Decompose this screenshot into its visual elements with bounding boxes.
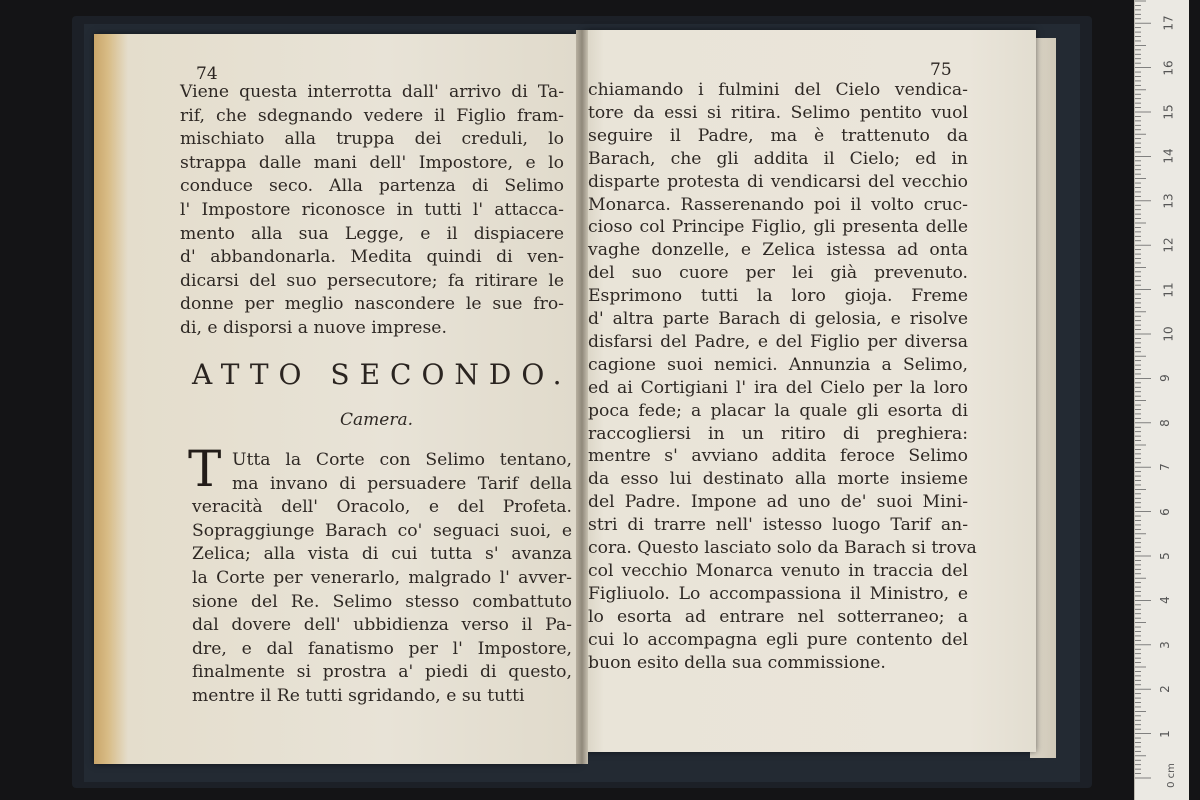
ruler-number: 5 (1157, 552, 1172, 560)
text-line: del Padre. Impone ad uno de' suoi Mini- (588, 492, 968, 513)
text-line: dre, e dal fanatismo per l' Impostore, (192, 638, 572, 659)
text-line: Figliuolo. Lo accompassiona il Ministro, e (588, 583, 968, 604)
book-gutter (576, 30, 588, 764)
text-line: mischiato alla truppa dei creduli, lo (180, 129, 564, 150)
ruler-number: 17 (1161, 15, 1176, 31)
text-line: Viene questa interrotta dall' arrivo di Ta- (180, 82, 564, 102)
text-line: dicarsi del suo persecutore; fa ritirare le (180, 270, 564, 291)
drop-cap: T (188, 440, 222, 498)
text-line: mento alla sua Legge, e il dispiacere (180, 223, 564, 244)
ruler-number: 13 (1161, 193, 1176, 209)
text-line: mentre s' avviano addita feroce Selimo (588, 446, 968, 467)
text-line: Monarca. Rasserenando poi il volto cruc- (588, 194, 968, 215)
text-line: cagione suoi nemici. Annunzia a Selimo, (588, 354, 968, 375)
text-line: del suo cuore per lei già prevenuto. (588, 263, 968, 284)
text-line: cui lo accompagna egli pure contento del (588, 629, 968, 650)
text-line: lo esorta ad entrare nel sotterraneo; a (588, 606, 968, 627)
text-line: cora. Questo lasciato solo da Barach si trova (588, 538, 977, 558)
text-line: d' abbandonarla. Medita quindi di ven- (180, 247, 564, 268)
text-line: chiamando i fulmini del Cielo vendica- (588, 80, 968, 100)
text-line: strappa dalle mani dell' Impostore, e lo (180, 152, 564, 173)
text-line: l' Impostore riconosce in tutti l' attacca- (180, 200, 564, 220)
ruler-number: 14 (1161, 148, 1176, 165)
measuring-ruler (1134, 0, 1189, 800)
right-page-number: 75 (930, 60, 952, 80)
text-line: buon esito della sua commissione. (588, 652, 886, 673)
text-line: col vecchio Monarca venuto in traccia del (588, 560, 968, 581)
ruler-number: 7 (1157, 463, 1172, 472)
act-heading: ATTO SECONDO. (192, 358, 572, 391)
text-line: tore da essi si ritira. Selimo pentito vuol (588, 102, 968, 123)
text-line: cioso col Principe Figlio, gli presenta delle (588, 217, 968, 238)
ruler-number: 9 (1157, 374, 1172, 383)
ruler-unit-label: 0 cm (1165, 763, 1177, 788)
text-line: d' altra parte Barach di gelosia, e risolve (588, 309, 968, 329)
ruler-number: 4 (1157, 596, 1172, 605)
text-line: vaghe donzelle, e Zelica istessa ad onta (588, 240, 968, 261)
text-line: stri di trarre nell' istesso luogo Tarif an- (588, 515, 968, 536)
ruler-number: 2 (1157, 685, 1172, 694)
ruler-number: 10 (1161, 326, 1176, 342)
text-line: disparte protesta di vendicarsi del vecchio (588, 171, 968, 192)
ruler-ticks (1135, 0, 1189, 800)
left-page-number: 74 (196, 64, 218, 84)
text-line: raccogliersi in un ritiro di preghiera: (588, 423, 968, 444)
ruler-number: 12 (1161, 237, 1176, 253)
text-line: Barach, che gli addita il Cielo; ed in (588, 148, 968, 169)
text-line: dal dovere dell' ubbidienza verso il Pa- (192, 615, 572, 636)
ruler-number: 1 (1157, 729, 1172, 738)
ruler-number: 11 (1161, 281, 1176, 298)
text-line: seguire il Padre, ma è trattenuto da (588, 125, 968, 146)
text-line: finalmente si prostra a' piedi di questo, (192, 662, 572, 683)
text-line: veracità dell' Oracolo, e del Profeta. (192, 497, 572, 518)
ruler-number: 3 (1157, 640, 1172, 649)
text-line: Utta la Corte con Selimo tentano, (232, 450, 572, 470)
text-line: donne per meglio nascondere le sue fro- (180, 294, 564, 315)
text-line: Sopraggiunge Barach co' seguaci suoi, e (192, 520, 572, 541)
text-line: sione del Re. Selimo stesso combattuto (192, 591, 572, 612)
ruler-number: 8 (1157, 418, 1172, 427)
text-line: da esso lui destinato alla morte insieme (588, 469, 968, 490)
text-line: ma invano di persuadere Tarif della (232, 473, 572, 494)
text-line: di, e disporsi a nuove imprese. (180, 318, 447, 338)
ruler-number: 16 (1161, 59, 1176, 76)
ruler-number: 6 (1157, 507, 1172, 516)
scene-label: Camera. (340, 410, 413, 430)
text-line: mentre il Re tutti sgridando, e su tutti (192, 686, 525, 706)
text-line: poca fede; a placar la quale gli esorta di (588, 400, 968, 421)
text-line: ed ai Cortigiani l' ira del Cielo per la loro (588, 377, 968, 398)
text-line: conduce seco. Alla partenza di Selimo (180, 176, 564, 197)
text-line: la Corte per venerarlo, malgrado l' avver- (192, 568, 572, 588)
ruler-number: 15 (1161, 104, 1176, 120)
text-line: Zelica; alla vista di cui tutta s' avanza (192, 544, 572, 565)
text-line: disfarsi del Padre, e del Figlio per diversa (588, 331, 968, 352)
text-line: rif, che sdegnando vedere il Figlio fram- (180, 105, 564, 126)
text-line: Esprimono tutti la loro gioja. Freme (588, 286, 968, 307)
